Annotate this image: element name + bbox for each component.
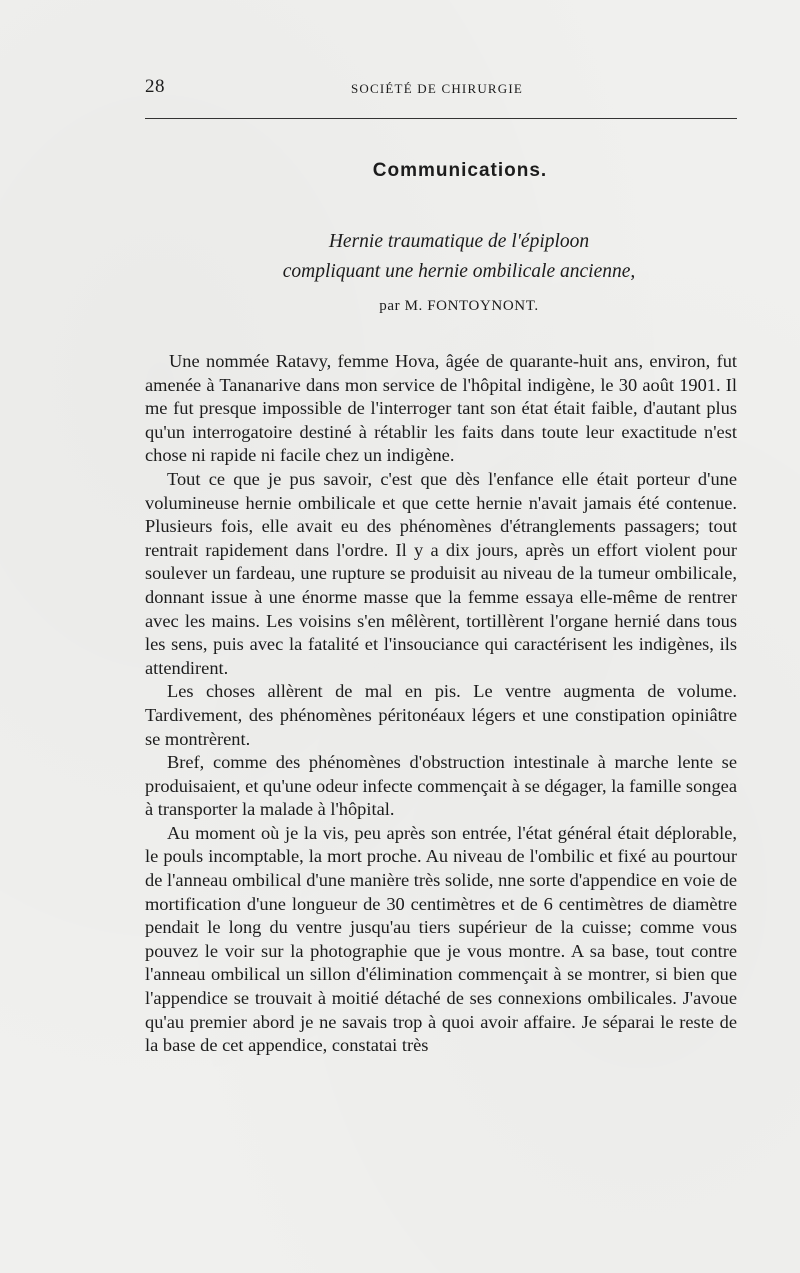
body-text [145,350,737,1058]
paragraph: Les choses allèrent de mal en pis. Le ventre augmenta de volume. Tardivement, des phénomènes péritonéaux légers et une constipation opiniâtre se montrèrent. [145,681,737,749]
header-rule [145,118,737,119]
section-title: Communications. [372,160,548,181]
paragraph: Tout ce que je pus savoir, c'est que dès l'enfance elle était porteur d'une volumineuse hernie ombilicale et que cette hernie n'avait jamais été contenue. Plusieurs fois, elle avait eu des phénomènes d'étranglements passagers; tout rentrait rapidement dans l'ordre. Il y a dix jours, après un effort violent pour soulever un fardeau, une rupture se produisit au niveau de la tumeur ombilicale, donnant issue à une énorme masse que la femme essaya elle-même de rentrer avec les mains. Les voisins s'en mêlèrent, tortillèrent l'organe hernié dans tous les sens, puis avec la fatalité et l'insouciance qui caractérisent les indigènes, ils attendirent. [145,468,737,678]
page-header [145,76,737,100]
paragraph: Bref, comme des phénomènes d'obstruction intestinale à marche lente se produisaient, et qu'une odeur infecte commençait à se dégager, la famille songea à transporter la malade à l'hôpital. [145,752,737,820]
article-title-line-2: compliquant une hernie ombilicale ancienne, [282,261,636,282]
author-byline: par M. FONTOYNONT. [379,298,539,314]
paragraph: Au moment où je la vis, peu après son entrée, l'état général était déplorable, le pouls incomptable, la mort proche. Au niveau de l'ombilic et fixé au pourtour de l'anneau ombilical d'une manière très solide, nne sorte d'appendice en voie de mortification d'une longueur de 30 centimètres et de 6 centimètres de diamètre pendait le long du ventre jusqu'au tiers supérieur de la cuisse; comme vous pouvez le voir sur la photographie que je vous montre. A sa base, tout contre l'anneau ombilical un sillon d'élimination commençait à se montrer, si bien que l'appendice se trouvait à moitié détaché de ses connexions ombilicales. J'avoue qu'au premier abord je ne savais trop à quoi avoir affaire. Je séparai le reste de la base de cet appendice, constatai très [145,822,737,1056]
running-head: SOCIÉTÉ DE CHIRURGIE [351,81,524,96]
article-title [145,227,737,287]
paragraph: Une nommée Ratavy, femme Hova, âgée de quarante-huit ans, environ, fut amenée à Tananarive dans mon service de l'hôpital indigène, le 30 août 1901. Il me fut presque impossible de l'interroger tant son état était faible, d'autant plus qu'un interrogatoire destiné à rétablir les faits dans toute leur exactitude n'est chose ni rapide ni facile chez un indigène. [145,351,737,466]
page-number: 28 [145,76,165,97]
article-title-line-1: Hernie traumatique de l'épiploon [328,231,590,252]
